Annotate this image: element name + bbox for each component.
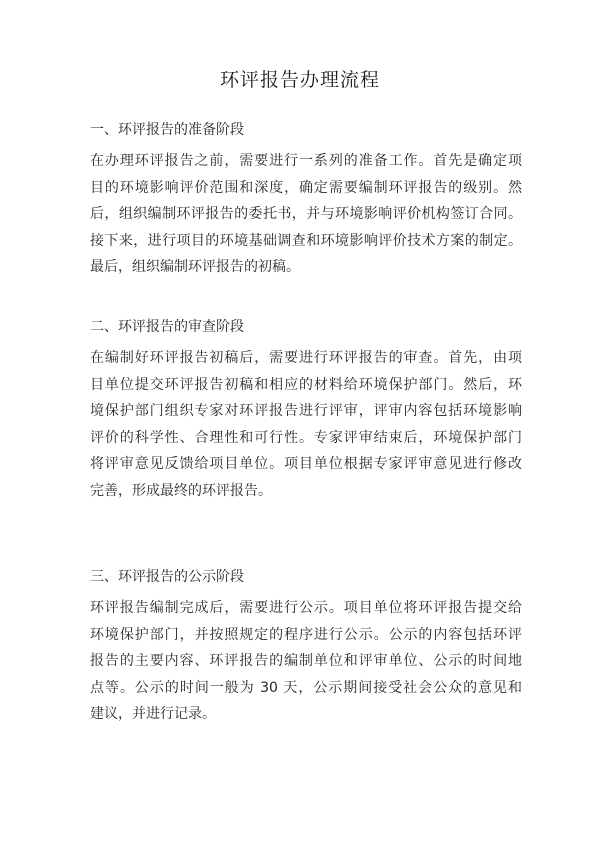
section-preparation — [90, 120, 522, 281]
section-body — [90, 595, 522, 728]
section-body — [90, 345, 522, 504]
paragraph-line: 环境保护部门，并按照规定的程序进行公示。公示的内容包括环评 — [90, 626, 522, 643]
paragraph-line: 接下来，进行项目的环境基础调查和环境影响评价技术方案的制定。 — [90, 232, 522, 249]
paragraph-line: 报告的主要内容、环评报告的编制单位和评审单位、公示的时间地 — [90, 653, 522, 669]
paragraph-line: 境保护部门组织专家对环评报告进行评审，评审内容包括环境影响 — [90, 403, 522, 419]
section-review — [90, 317, 522, 504]
section-heading: 一、环评报告的准备阶段 — [90, 122, 244, 138]
paragraph-line: 环评报告编制完成后，需要进行公示。项目单位将环评报告提交给 — [90, 600, 522, 616]
paragraph-line: 将评审意见反馈给项目单位。项目单位根据专家评审意见进行修改 — [90, 456, 522, 472]
section-publicity — [90, 567, 522, 728]
section-heading: 二、环评报告的审查阶段 — [90, 319, 244, 335]
document-title: 环评报告办理流程 — [219, 69, 380, 91]
paragraph-line: 最后，组织编制环评报告的初稿。 — [90, 259, 300, 275]
paragraph-line: 目的环境影响评价范围和深度，确定需要编制环评报告的级别。然 — [90, 179, 522, 196]
paragraph-line: 在办理环评报告之前，需要进行一系列的准备工作。首先是确定项 — [90, 153, 522, 169]
paragraph-line: 建议，并进行记录。 — [90, 706, 216, 722]
paragraph-line: 评价的科学性、合理性和可行性。专家评审结束后，环境保护部门 — [90, 429, 522, 446]
paragraph-line: 后，组织编制环评报告的委托书，并与环境影响评价机构签订合同。 — [90, 206, 522, 222]
paragraph-line: 完善，形成最终的环评报告。 — [90, 482, 272, 499]
paragraph-line: 在编制好环评报告初稿后，需要进行环评报告的审查。首先，由项 — [90, 350, 522, 366]
section-heading: 三、环评报告的公示阶段 — [90, 569, 244, 585]
section-body — [90, 148, 522, 281]
paragraph-line: 目单位提交环评报告初稿和相应的材料给环境保护部门。然后，环 — [90, 376, 522, 393]
paragraph-line: 点等。公示的时间一般为 30 天，公示期间接受社会公众的意见和 — [90, 679, 522, 696]
